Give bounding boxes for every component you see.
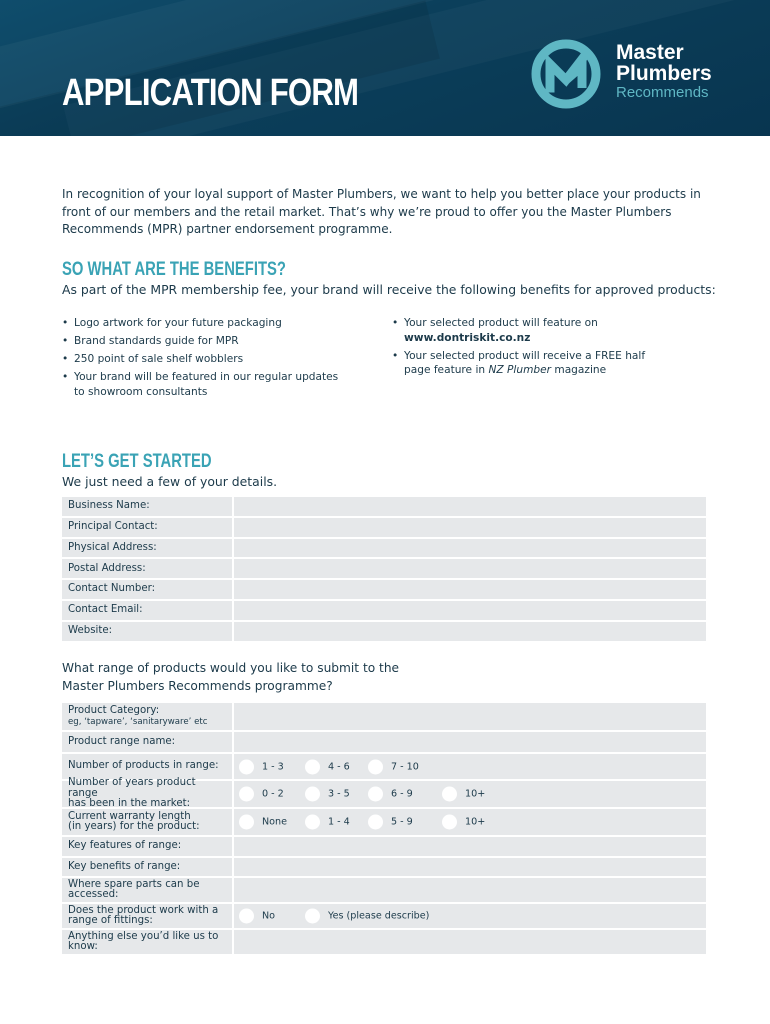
spare-parts-input[interactable] bbox=[234, 878, 706, 902]
master-plumbers-logo bbox=[530, 38, 730, 110]
list-item: • Brand standards guide for MPR bbox=[62, 334, 362, 349]
contact-number-input[interactable] bbox=[234, 580, 706, 599]
radio-option[interactable] bbox=[442, 787, 485, 802]
benefit-website-text: Your selected product will feature on bbox=[404, 317, 598, 329]
radio-option[interactable] bbox=[239, 815, 287, 830]
table-row bbox=[62, 732, 706, 752]
field-label: Physical Address: bbox=[62, 539, 232, 558]
business-name-input[interactable] bbox=[234, 497, 706, 516]
radio-button[interactable] bbox=[442, 787, 457, 802]
table-row bbox=[62, 703, 706, 730]
benefit-feature-text: Your selected product will receive a FREE half page feature in bbox=[404, 349, 646, 377]
table-row bbox=[62, 539, 706, 558]
fittings-options bbox=[234, 904, 706, 928]
radio-button[interactable] bbox=[305, 909, 320, 924]
table-row bbox=[62, 497, 706, 516]
radio-button[interactable] bbox=[368, 815, 383, 830]
physical-address-input[interactable] bbox=[234, 539, 706, 558]
label-line: (in years) for the product: bbox=[68, 821, 200, 832]
table-row bbox=[62, 878, 706, 902]
table-row bbox=[62, 837, 706, 856]
logo-text-recommends: Recommends bbox=[616, 84, 709, 101]
field-label: Postal Address: bbox=[62, 559, 232, 578]
started-heading: LET’S GET STARTED bbox=[62, 451, 212, 472]
field-label: Website: bbox=[62, 622, 232, 641]
category-hint: eg, ‘tapware’, ‘sanitaryware’ etc bbox=[68, 716, 208, 727]
radio-button[interactable] bbox=[239, 909, 254, 924]
table-row bbox=[62, 858, 706, 877]
table-row bbox=[62, 601, 706, 620]
table-row bbox=[62, 518, 706, 537]
table-row bbox=[62, 904, 706, 928]
list-item: • 250 point of sale shelf wobblers bbox=[62, 352, 362, 367]
radio-option[interactable] bbox=[368, 815, 413, 830]
table-row bbox=[62, 580, 706, 599]
mpr-check-logo-icon bbox=[530, 38, 606, 110]
list-item bbox=[392, 349, 657, 378]
website-link[interactable]: www.dontriskit.co.nz bbox=[404, 331, 531, 344]
product-table bbox=[62, 703, 706, 956]
principal-contact-input[interactable] bbox=[234, 518, 706, 537]
radio-option[interactable] bbox=[305, 815, 350, 830]
radio-option[interactable] bbox=[239, 909, 275, 924]
list-item bbox=[392, 316, 682, 345]
key-features-input[interactable] bbox=[234, 837, 706, 856]
field-label: Contact Email: bbox=[62, 601, 232, 620]
radio-button[interactable] bbox=[368, 787, 383, 802]
field-label: Business Name: bbox=[62, 497, 232, 516]
intro-paragraph: In recognition of your loyal support of Master Plumbers, we want to help you better place your products in front of our members and the retail market. That’s why we’re proud to offer you the Master Plumbers Recommends (MPR) partner endorsement programme. bbox=[62, 187, 701, 236]
product-range-name-input[interactable] bbox=[234, 732, 706, 752]
question-line: Master Plumbers Recommends programme? bbox=[62, 678, 333, 693]
radio-option[interactable] bbox=[305, 909, 429, 924]
years-in-market-options bbox=[234, 781, 706, 807]
radio-label: No bbox=[262, 910, 276, 922]
logo-text-plumbers: Plumbers bbox=[616, 62, 712, 85]
radio-label: 6 - 9 bbox=[391, 788, 413, 800]
table-row bbox=[62, 777, 706, 810]
products-question bbox=[62, 660, 399, 695]
field-label bbox=[62, 703, 232, 730]
field-label bbox=[62, 930, 232, 954]
radio-button[interactable] bbox=[442, 815, 457, 830]
radio-label: 10+ bbox=[465, 788, 486, 800]
question-line: What range of products would you like to submit to the bbox=[62, 661, 400, 675]
label-line: know: bbox=[68, 941, 98, 952]
product-category-input[interactable] bbox=[234, 703, 706, 730]
website-input[interactable] bbox=[234, 622, 706, 641]
postal-address-input[interactable] bbox=[234, 559, 706, 578]
anything-else-input[interactable] bbox=[234, 930, 706, 954]
radio-button[interactable] bbox=[239, 787, 254, 802]
field-label: Product range name: bbox=[62, 732, 232, 752]
radio-label: 10+ bbox=[465, 816, 486, 828]
list-item: • Your brand will be featured in our regular updates to showroom consultants bbox=[62, 370, 347, 399]
label-line: Current warranty length bbox=[68, 810, 191, 822]
radio-label: 0 - 2 bbox=[262, 788, 284, 800]
label-line: Anything else you’d like us to bbox=[68, 930, 219, 942]
field-label: Key benefits of range: bbox=[62, 858, 232, 877]
radio-option[interactable] bbox=[305, 787, 350, 802]
category-label: Product Category: bbox=[68, 705, 160, 716]
label-line: accessed: bbox=[68, 889, 119, 900]
warranty-length-options bbox=[234, 809, 706, 835]
radio-button[interactable] bbox=[239, 815, 254, 830]
radio-button[interactable] bbox=[305, 759, 320, 774]
radio-option[interactable] bbox=[305, 759, 350, 774]
logo-text-master: Master bbox=[616, 41, 684, 64]
benefits-list-left bbox=[62, 316, 362, 403]
benefits-subtext: As part of the MPR membership fee, your brand will receive the following benefits for approved products: bbox=[62, 282, 716, 297]
label-line: Does the product work with a bbox=[68, 904, 219, 916]
benefits-list-right bbox=[392, 316, 682, 381]
radio-button[interactable] bbox=[305, 787, 320, 802]
radio-label: 1 - 4 bbox=[328, 816, 350, 828]
radio-option[interactable] bbox=[442, 815, 485, 830]
radio-button[interactable] bbox=[239, 759, 254, 774]
started-subtext: We just need a few of your details. bbox=[62, 474, 278, 489]
details-table bbox=[62, 497, 706, 643]
table-row bbox=[62, 809, 706, 835]
field-label: Number of products in range: bbox=[62, 754, 232, 779]
field-label bbox=[62, 878, 232, 902]
table-row bbox=[62, 559, 706, 578]
field-label: Contact Number: bbox=[62, 580, 232, 599]
benefits-heading: SO WHAT ARE THE BENEFITS? bbox=[62, 259, 286, 280]
field-label bbox=[62, 777, 232, 810]
page-title: APPLICATION FORM bbox=[62, 72, 359, 114]
benefit-feature-suffix: magazine bbox=[554, 364, 607, 377]
radio-label: 5 - 9 bbox=[391, 816, 413, 828]
radio-button[interactable] bbox=[368, 759, 383, 774]
radio-button[interactable] bbox=[305, 815, 320, 830]
radio-label: None bbox=[262, 816, 288, 828]
radio-label: 1 - 3 bbox=[262, 761, 284, 772]
label-line: Number of years product range bbox=[68, 777, 196, 799]
label-line: range of fittings: bbox=[68, 915, 153, 926]
radio-label: 7 - 10 bbox=[391, 761, 419, 772]
list-item: • Logo artwork for your future packaging bbox=[62, 316, 362, 331]
field-label: Key features of range: bbox=[62, 837, 232, 856]
radio-option[interactable] bbox=[239, 787, 284, 802]
label-line: has been in the market: bbox=[68, 798, 191, 810]
field-label bbox=[62, 904, 232, 928]
radio-label: 4 - 6 bbox=[328, 761, 350, 772]
radio-option[interactable] bbox=[368, 759, 419, 774]
table-row bbox=[62, 930, 706, 954]
field-label: Principal Contact: bbox=[62, 518, 232, 537]
radio-label: 3 - 5 bbox=[328, 788, 350, 800]
radio-option[interactable] bbox=[239, 759, 284, 774]
table-row bbox=[62, 754, 706, 779]
radio-label: Yes (please describe) bbox=[328, 910, 430, 922]
field-label bbox=[62, 809, 232, 835]
magazine-name: NZ Plumber bbox=[488, 364, 551, 377]
contact-email-input[interactable] bbox=[234, 601, 706, 620]
label-line: Where spare parts can be bbox=[68, 878, 200, 890]
header-banner bbox=[0, 0, 770, 136]
key-benefits-input[interactable] bbox=[234, 858, 706, 877]
radio-option[interactable] bbox=[368, 787, 413, 802]
number-of-products-options bbox=[234, 754, 706, 779]
table-row bbox=[62, 622, 706, 641]
